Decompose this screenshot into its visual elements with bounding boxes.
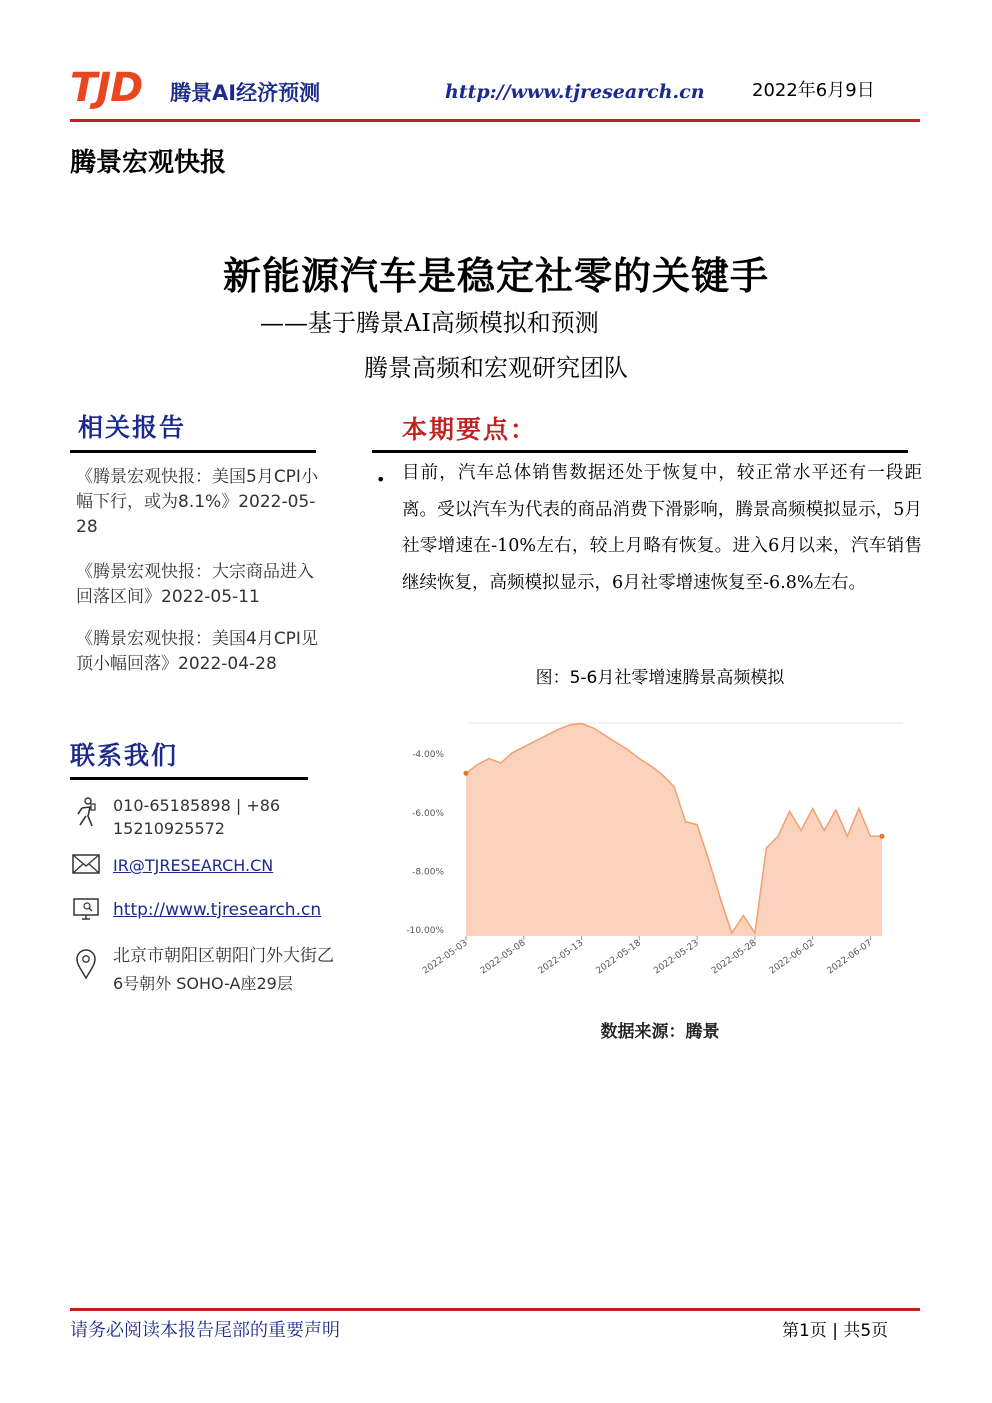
x-tick-label: 2022-05-08 bbox=[478, 938, 528, 977]
x-tick-label: 2022-05-13 bbox=[536, 938, 586, 977]
report-author: 腾景高频和宏观研究团队 bbox=[364, 354, 628, 382]
phone-icon bbox=[72, 796, 100, 826]
contact-address: 北京市朝阳区朝阳门外大街乙 bbox=[113, 946, 334, 966]
computer-icon bbox=[72, 897, 100, 927]
contact-phone: 010-65185898 | +86 bbox=[113, 796, 281, 815]
related-heading: 相关报告 bbox=[78, 413, 187, 442]
report-date: 2022年6月9日 bbox=[752, 80, 875, 101]
report-title: 新能源汽车是稳定社零的关键手 bbox=[222, 253, 769, 298]
y-tick-label: -8.00% bbox=[412, 867, 444, 878]
related-report-3[interactable]: 《腾景宏观快报：美国4月CPI见顶小幅回落》2022-04-28 bbox=[76, 629, 318, 674]
chart-point-end bbox=[880, 834, 885, 839]
x-tick-label: 2022-06-02 bbox=[767, 938, 817, 977]
footer-disclaimer: 请务必阅读本报告尾部的重要声明 bbox=[70, 1320, 340, 1341]
related-report-1[interactable]: 《腾景宏观快报：美国5月CPI小幅下行，或为8.1%》2022-05-28 bbox=[76, 467, 318, 537]
x-tick-label: 2022-05-03 bbox=[421, 938, 470, 977]
chart-area-fill bbox=[466, 724, 882, 937]
contact-website-link[interactable]: http://www.tjresearch.cn bbox=[113, 900, 322, 920]
key-points-divider bbox=[372, 450, 908, 453]
contact-divider bbox=[70, 777, 308, 780]
key-points-heading: 本期要点： bbox=[402, 415, 538, 444]
figure-source: 数据来源：腾景 bbox=[600, 1022, 720, 1042]
location-pin-icon bbox=[72, 948, 100, 978]
contact-address-2: 6号朝外 SOHO-A座29层 bbox=[113, 974, 293, 993]
x-tick-label: 2022-05-23 bbox=[652, 938, 701, 977]
chart-point-start bbox=[464, 771, 469, 776]
figure-title: 图：5-6月社零增速腾景高频模拟 bbox=[535, 668, 785, 688]
y-tick-label: -6.00% bbox=[412, 808, 444, 819]
logo-mark: TJD bbox=[70, 65, 143, 111]
bullet-marker: • bbox=[376, 470, 386, 489]
page-indicator: 第1页 | 共5页 bbox=[782, 1321, 889, 1341]
contact-email-link[interactable]: IR@TJRESEARCH.CN bbox=[113, 856, 274, 875]
chart bbox=[398, 712, 918, 1012]
series-title: 腾景宏观快报 bbox=[70, 148, 227, 178]
contact-phone-2: 15210925572 bbox=[113, 819, 225, 838]
footer-divider bbox=[70, 1308, 920, 1311]
y-tick-label: -10.00% bbox=[406, 926, 444, 937]
x-tick-label: 2022-05-18 bbox=[594, 938, 644, 977]
contact-heading: 联系我们 bbox=[70, 741, 179, 770]
header-divider bbox=[70, 119, 920, 122]
key-points-text: 目前，汽车总体销售数据还处于恢复中，较正常水平还有一段距离。受以汽车为代表的商品消费下滑影响，腾景高频模拟显示，5月社零增速在-10%左右，较上月略有恢复。进入6月以来，汽车销售继续恢复，高频模拟显示，6月社零增速恢复至-6.8%左右。 bbox=[402, 463, 922, 593]
mail-icon bbox=[72, 853, 100, 883]
logo-name: 腾景AI经济预测 bbox=[170, 81, 321, 105]
header-website-link[interactable]: http://www.tjresearch.cn bbox=[445, 81, 705, 103]
report-subtitle: ——基于腾景AI高频模拟和预测 bbox=[260, 309, 599, 337]
x-tick-label: 2022-05-28 bbox=[710, 938, 759, 977]
y-tick-label: -4.00% bbox=[412, 750, 444, 761]
related-report-2[interactable]: 《腾景宏观快报：大宗商品进入回落区间》2022-05-11 bbox=[76, 562, 314, 607]
x-tick-label: 2022-06-07 bbox=[825, 938, 875, 977]
related-divider bbox=[70, 450, 316, 453]
